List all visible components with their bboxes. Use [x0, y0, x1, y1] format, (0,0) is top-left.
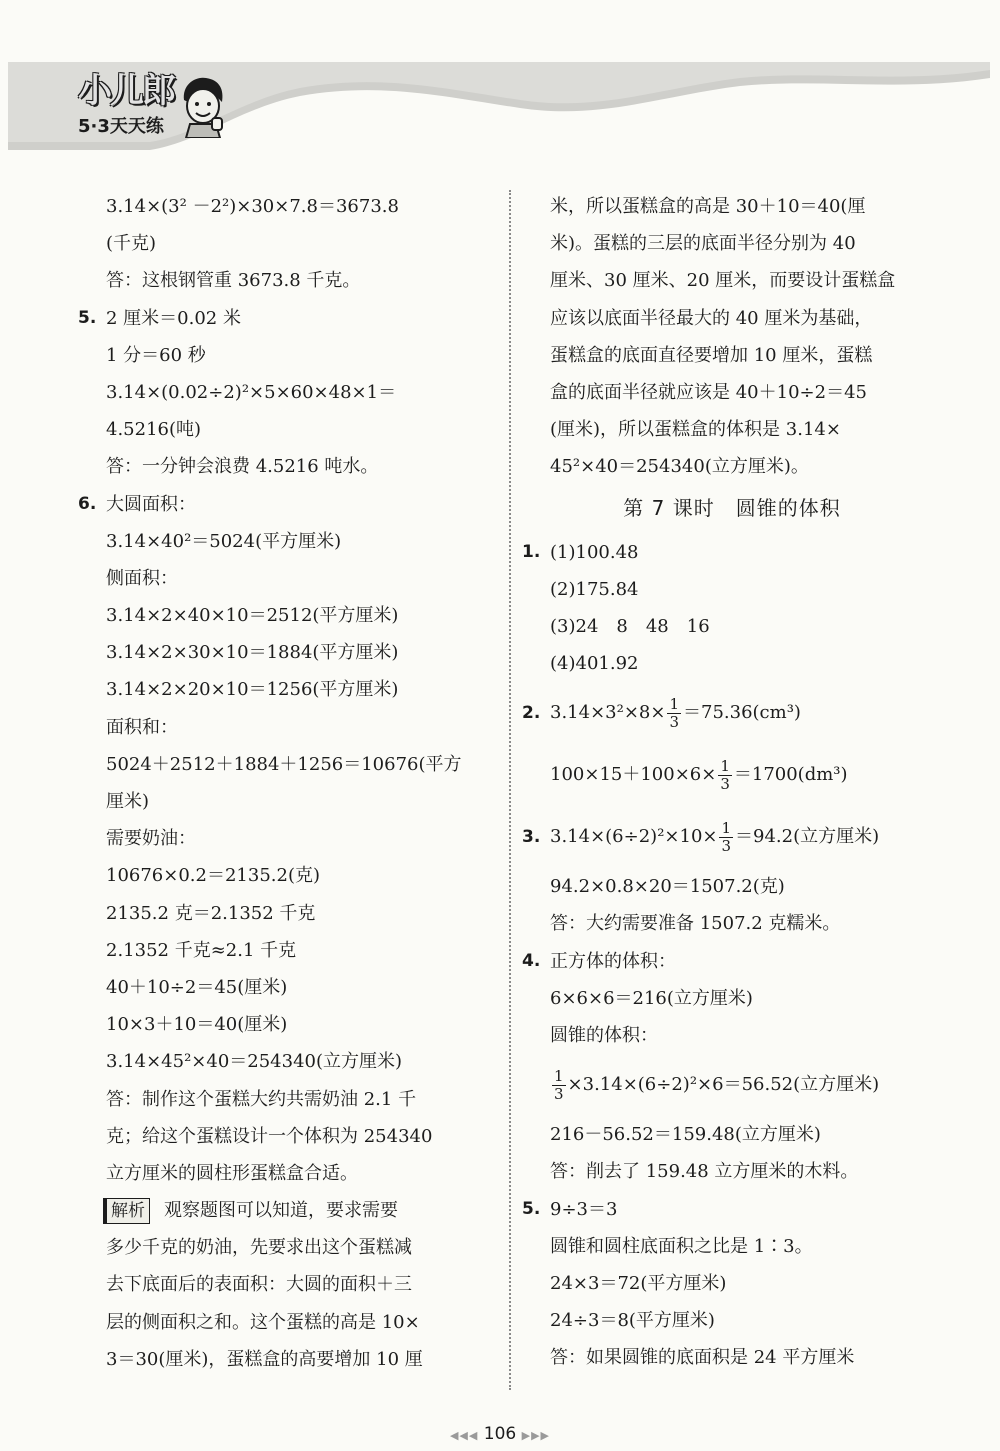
- text-line: (3)24 8 48 16: [550, 615, 710, 637]
- text-line: 3.14×3²×8×: [550, 702, 666, 724]
- text-line: 大圆面积：: [106, 493, 196, 515]
- text-line: 蛋糕盒的底面直径要增加 10 厘米，蛋糕: [550, 344, 873, 366]
- text-line: 需要奶油：: [106, 828, 196, 850]
- page-number: [0, 1424, 1000, 1444]
- question-number: 2.: [522, 703, 541, 724]
- answer-1: [522, 534, 942, 683]
- question-number: 4.: [522, 950, 541, 971]
- text-line: 3.14×(6÷2)²×10×: [550, 826, 718, 848]
- question-number: 1.: [522, 541, 541, 562]
- answer-3: [522, 806, 942, 942]
- text-line: 克；给这个蛋糕设计一个体积为 254340: [106, 1125, 433, 1147]
- nav-arrows-left-icon: ◀◀◀: [449, 1429, 479, 1442]
- nav-arrows-right-icon: ▶▶▶: [521, 1429, 551, 1442]
- text-line: 9÷3＝3: [550, 1198, 618, 1220]
- text-line: 正方体的体积：: [550, 950, 676, 972]
- fraction: $\frac{1}{3}$: [554, 1066, 564, 1103]
- text-line: 6×6×6＝216(立方厘米): [550, 987, 753, 1009]
- text-line: 答：制作这个蛋糕大约共需奶油 2.1 千: [106, 1088, 417, 1110]
- text-line: 24÷3＝8(平方厘米): [550, 1310, 715, 1332]
- text-line: 1 分＝60 秒: [106, 344, 206, 366]
- text-line: (4)401.92: [550, 653, 639, 675]
- text-line: 100×15＋100×6×: [550, 764, 717, 786]
- mascot-boy-icon: [176, 74, 228, 138]
- column-divider: [509, 190, 511, 1390]
- text-line: 观察题图可以知道，要求需要: [164, 1200, 398, 1222]
- answer-6: [78, 486, 498, 1193]
- text-line: 层的侧面积之和。这个蛋糕的高是 10×: [106, 1311, 420, 1333]
- text-line: 5024＋2512＋1884＋1256＝10676(平方: [106, 753, 462, 775]
- answer-5: [78, 300, 498, 486]
- text-line: ＝1700(dm³): [733, 764, 848, 786]
- text-line: ×3.14×(6÷2)²×6＝56.52(立方厘米): [567, 1074, 880, 1096]
- text-line: 应该以底面半径最大的 40 厘米为基础，: [550, 307, 873, 329]
- text-line: 10676×0.2＝2135.2(克): [106, 865, 320, 887]
- text-line: 3.14×45²×40＝254340(立方厘米): [106, 1051, 403, 1073]
- text-line: 答：大约需要准备 1507.2 克糯米。: [550, 913, 841, 935]
- text-line: 45²×40＝254340(立方厘米)。: [550, 456, 809, 478]
- text-line: 3.14×(3² －2²)×30×7.8＝3673.8: [106, 196, 399, 217]
- text-line: 3.14×2×20×10＝1256(平方厘米): [106, 679, 399, 701]
- text-line: 3.14×(0.02÷2)²×5×60×48×1＝: [106, 381, 397, 403]
- text-line: (千克): [106, 233, 157, 255]
- text-line: 4.5216(吨): [106, 419, 202, 441]
- text-line: 3.14×2×30×10＝1884(平方厘米): [106, 642, 399, 664]
- left-column: [78, 188, 498, 1378]
- text-line: 盒的底面半径就应该是 40＋10÷2＝45: [550, 381, 867, 403]
- text-line: 3.14×2×40×10＝2512(平方厘米): [106, 605, 399, 627]
- text-line: 3＝30(厘米)，蛋糕盒的高要增加 10 厘: [106, 1348, 423, 1370]
- text-line: 多少千克的奶油，先要求出这个蛋糕减: [106, 1237, 412, 1259]
- text-line: (厘米)，所以蛋糕盒的体积是 3.14×: [550, 419, 841, 441]
- text-line: 厘米): [106, 791, 150, 812]
- brand-logo: [78, 72, 174, 138]
- fraction: $\frac{1}{3}$: [669, 694, 679, 731]
- text-line: 10×3＋10＝40(厘米): [106, 1014, 288, 1036]
- question-number: 6.: [78, 493, 97, 514]
- question-number: 3.: [522, 827, 541, 848]
- text-line: 答：如果圆锥的底面积是 24 平方厘米: [550, 1347, 855, 1369]
- question-number: 5.: [522, 1198, 541, 1219]
- text-line: ＝75.36(cm³): [683, 702, 801, 724]
- section-title: 第 7 课时 圆锥的体积: [623, 495, 841, 520]
- text-line: 2.1352 千克≈2.1 千克: [106, 939, 297, 961]
- text-line: 答：这根钢管重 3673.8 千克。: [106, 270, 361, 292]
- fraction: $\frac{1}{3}$: [720, 756, 730, 793]
- text-line: 米，所以蛋糕盒的高是 30＋10＝40(厘: [550, 196, 866, 217]
- text-line: 面积和：: [106, 716, 178, 738]
- page-number-text: 106: [483, 1424, 517, 1444]
- answer-2: [522, 682, 942, 806]
- text-line: 2 厘米＝0.02 米: [106, 307, 241, 329]
- fraction: $\frac{1}{3}$: [721, 818, 732, 855]
- text-line: (2)175.84: [550, 578, 639, 600]
- text-line: 答：削去了 159.48 立方厘米的木料。: [550, 1161, 859, 1183]
- analysis-tag: 解析: [106, 1198, 150, 1224]
- text-line: 40＋10÷2＝45(厘米): [106, 976, 288, 998]
- answer-5-right: [522, 1191, 942, 1377]
- text-line: 2135.2 克＝2.1352 千克: [106, 902, 316, 924]
- answer-4: [522, 943, 942, 1191]
- text-line: 答：一分钟会浪费 4.5216 吨水。: [106, 456, 379, 478]
- text-line: 216－56.52＝159.48(立方厘米): [550, 1124, 821, 1146]
- text-line: 侧面积：: [106, 567, 178, 589]
- right-column: [522, 188, 942, 1377]
- text-line: 米)。蛋糕的三层的底面半径分别为 40: [550, 233, 856, 255]
- text-line: 圆锥的体积：: [550, 1025, 658, 1046]
- text-line: 去下底面后的表面积：大圆的面积＋三: [106, 1274, 412, 1296]
- text-line: 立方厘米的圆柱形蛋糕盒合适。: [106, 1162, 358, 1184]
- text-line: 3.14×40²＝5024(平方厘米): [106, 530, 342, 552]
- analysis-block: [78, 1192, 498, 1378]
- brand-subtitle: 5·3天天练: [78, 116, 164, 137]
- text-line: 24×3＝72(平方厘米): [550, 1272, 727, 1294]
- question-number: 5.: [78, 307, 97, 328]
- text-line: (1)100.48: [550, 541, 639, 563]
- brand-title: 小儿郎: [78, 71, 174, 111]
- text-line: ＝94.2(立方厘米): [735, 826, 880, 848]
- text-line: 94.2×0.8×20＝1507.2(克): [550, 876, 785, 898]
- text-line: 厘米、30 厘米、20 厘米，而要设计蛋糕盒: [550, 270, 896, 292]
- text-line: 圆锥和圆柱底面积之比是 1∶3。: [550, 1235, 813, 1257]
